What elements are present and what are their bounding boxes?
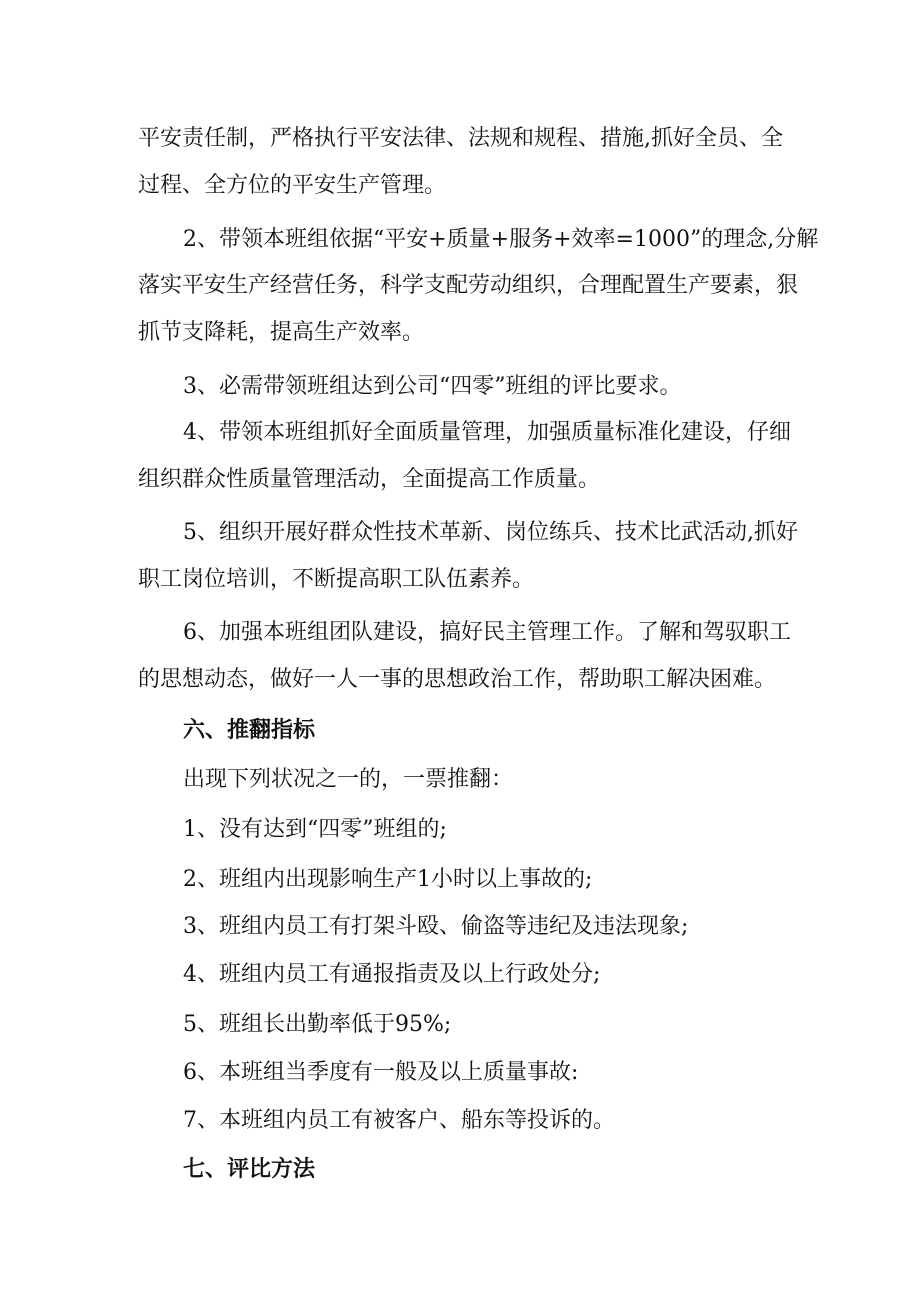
section-intro: 出现下列状况之一的，一票推翻：: [183, 767, 514, 792]
paragraph-line: 落实平安生产经营任务，科学支配劳动组织，合理配置生产要素，狠: [138, 273, 799, 298]
paragraph-line: 6、加强本班组团队建设，搞好民主管理工作。了解和驾驭职工: [183, 620, 791, 645]
paragraph-line: 3、必需带领班组达到公司“四零”班组的评比要求。: [183, 374, 682, 399]
section-heading: 六、推翻指标: [183, 718, 316, 743]
list-item: 4、班组内员工有通报指责及以上行政处分;: [183, 962, 601, 987]
paragraph-line: 的思想动态，做好一人一事的思想政治工作，帮助职工解决困难。: [138, 667, 777, 692]
paragraph-line: 平安责任制，严格执行平安法律、法规和规程、措施,抓好全员、全: [138, 126, 783, 151]
list-item: 5、班组长出勤率低于95%;: [183, 1012, 452, 1037]
list-item: 3、班组内员工有打架斗殴、偷盗等违纪及违法现象;: [183, 914, 689, 939]
paragraph-line: 组织群众性质量管理活动，全面提高工作质量。: [138, 467, 601, 492]
paragraph-line: 2、带领本班组依据“平安+质量+服务+效率=1000”的理念,分解: [183, 227, 819, 252]
paragraph-line: 过程、全方位的平安生产管理。: [138, 173, 447, 198]
list-item: 1、没有达到“四零”班组的;: [183, 817, 447, 842]
section-heading: 七、评比方法: [183, 1157, 316, 1182]
list-item: 6、本班组当季度有一般及以上质量事故:: [183, 1060, 579, 1085]
list-item: 2、班组内出现影响生产1小时以上事故的;: [183, 867, 593, 892]
paragraph-line: 5、组织开展好群众性技术革新、岗位练兵、技术比武活动,抓好: [183, 520, 798, 545]
paragraph-line: 职工岗位培训，不断提高职工队伍素养。: [138, 567, 535, 592]
list-item: 7、本班组内员工有被客户、船东等投诉的。: [183, 1108, 615, 1133]
paragraph-line: 抓节支降耗，提高生产效率。: [138, 320, 425, 345]
paragraph-line: 4、带领本班组抓好全面质量管理，加强质量标准化建设，仔细: [183, 420, 791, 445]
